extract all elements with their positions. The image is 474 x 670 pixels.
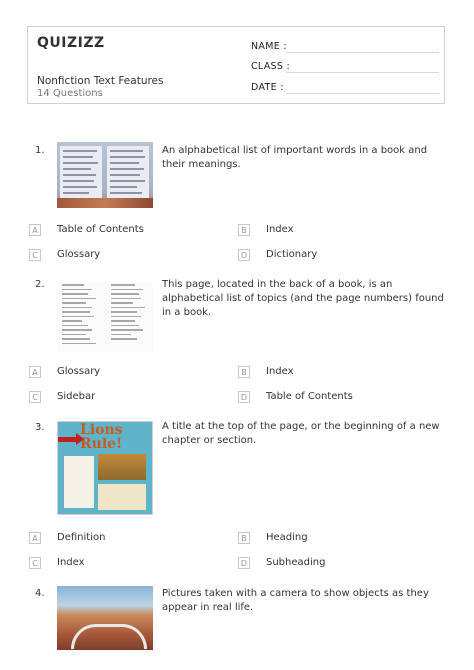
- option-d-box[interactable]: D: [238, 557, 250, 569]
- worksheet-question-count: 14 Questions: [37, 88, 103, 99]
- option-c-box[interactable]: C: [29, 249, 41, 261]
- canyon-photo-image: [57, 586, 153, 650]
- name-field[interactable]: [286, 52, 439, 53]
- question-text: An alphabetical list of important words in a book and their meanings.: [162, 145, 428, 170]
- question-number: 2.: [35, 279, 45, 290]
- option-a-text: Definition: [57, 532, 106, 543]
- option-d-box[interactable]: D: [238, 391, 250, 403]
- red-arrow-icon: [57, 437, 78, 442]
- option-b-box[interactable]: B: [238, 532, 250, 544]
- option-a-text: Table of Contents: [57, 224, 144, 235]
- option-a-box[interactable]: A: [29, 532, 41, 544]
- quizizz-logo: QUIZIZZ: [37, 35, 105, 51]
- date-label: DATE :: [251, 82, 284, 93]
- option-b-box[interactable]: B: [238, 224, 250, 236]
- name-label: NAME :: [251, 41, 287, 52]
- index-page-image: [57, 282, 153, 352]
- option-b-text: Index: [266, 366, 294, 377]
- option-a-box[interactable]: A: [29, 366, 41, 378]
- option-c-box[interactable]: C: [29, 391, 41, 403]
- glossary-page-image: [57, 142, 153, 208]
- option-d-text: Dictionary: [266, 249, 318, 260]
- option-d-text: Subheading: [266, 557, 326, 568]
- option-c-text: Index: [57, 557, 85, 568]
- option-c-box[interactable]: C: [29, 557, 41, 569]
- worksheet-title: Nonfiction Text Features: [37, 75, 164, 87]
- question-text: This page, located in the back of a book, is an alphabetical list of topics (and the page numbers) found in a book.: [162, 279, 444, 318]
- option-a-box[interactable]: A: [29, 224, 41, 236]
- option-d-box[interactable]: D: [238, 249, 250, 261]
- option-c-text: Sidebar: [57, 391, 96, 402]
- question-number: 1.: [35, 145, 45, 156]
- worksheet-header: [27, 26, 445, 104]
- class-label: CLASS :: [251, 61, 291, 72]
- date-field[interactable]: [286, 93, 439, 94]
- option-a-text: Glossary: [57, 366, 101, 377]
- option-d-text: Table of Contents: [266, 391, 353, 402]
- question-text: Pictures taken with a camera to show objects as they appear in real life.: [162, 588, 429, 613]
- question-text: A title at the top of the page, or the beginning of a new chapter or section.: [162, 421, 440, 446]
- lions-rule-heading: Lions Rule!: [80, 422, 123, 452]
- option-b-text: Heading: [266, 532, 308, 543]
- question-number: 4.: [35, 588, 45, 599]
- option-c-text: Glossary: [57, 249, 101, 260]
- lions-rule-page-image: [57, 421, 153, 515]
- option-b-text: Index: [266, 224, 294, 235]
- class-field[interactable]: [286, 72, 439, 73]
- question-number: 3.: [35, 422, 45, 433]
- option-b-box[interactable]: B: [238, 366, 250, 378]
